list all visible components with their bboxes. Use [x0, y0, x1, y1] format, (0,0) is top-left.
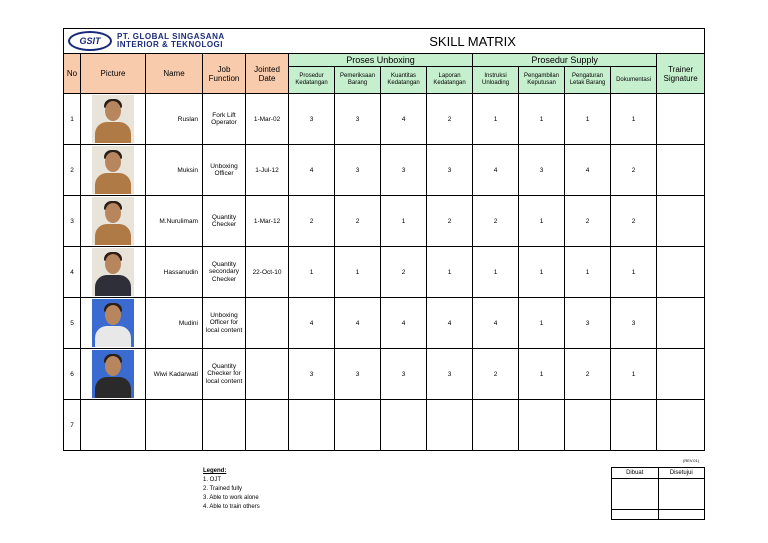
trainer-signature-cell [657, 298, 705, 349]
skill-score: 2 [565, 196, 611, 247]
table-row [64, 349, 705, 400]
employee-joined-date [246, 298, 289, 349]
employee-job-function: Unboxing Officer for local content [203, 298, 246, 349]
skill-score: 1 [381, 196, 427, 247]
group-header-unboxing: Proses Unboxing [289, 54, 473, 67]
legend-title: Legend: [203, 468, 227, 474]
skill-score [611, 400, 657, 451]
skill-score: 3 [289, 349, 335, 400]
employee-joined-date: 1-Mar-12 [246, 196, 289, 247]
signoff-made-by-name [612, 510, 659, 520]
company-brand [64, 29, 289, 54]
table-row [64, 247, 705, 298]
skill-score: 1 [565, 94, 611, 145]
skill-score: 1 [519, 247, 565, 298]
table-row [64, 400, 705, 451]
skill-header: Pemeriksaan Barang [335, 67, 381, 94]
skill-score [565, 400, 611, 451]
trainer-signature-cell [657, 196, 705, 247]
skill-score: 1 [519, 94, 565, 145]
signoff-approved-by-name [658, 510, 705, 520]
skill-score: 4 [473, 298, 519, 349]
skill-score: 4 [381, 94, 427, 145]
employee-photo-cell [81, 247, 146, 298]
skill-score [381, 400, 427, 451]
employee-name [146, 400, 203, 451]
skill-score: 3 [519, 145, 565, 196]
page-title: SKILL MATRIX [289, 29, 657, 54]
skill-score: 1 [427, 247, 473, 298]
col-header-name: Name [146, 54, 203, 94]
employee-name: Wiwi Kadarwati [146, 349, 203, 400]
employee-job-function: Quantity secondary Checker [203, 247, 246, 298]
trainer-signature-cell [657, 145, 705, 196]
skill-header: Dokumentasi [611, 67, 657, 94]
col-header-picture: Picture [81, 54, 146, 94]
skill-score: 3 [335, 145, 381, 196]
legend-item: 2. Trained fully [203, 486, 243, 492]
table-row [64, 196, 705, 247]
skill-score: 1 [335, 247, 381, 298]
legend [203, 467, 260, 512]
skill-score: 1 [565, 247, 611, 298]
skill-header: Prosedur Kedatangan [289, 67, 335, 94]
skill-header: Pengaturan Letak Barang [565, 67, 611, 94]
employee-joined-date: 22-Oct-10 [246, 247, 289, 298]
signoff-table [611, 467, 705, 520]
skill-score: 2 [473, 349, 519, 400]
skill-score [289, 400, 335, 451]
skill-score: 2 [611, 145, 657, 196]
skill-score: 1 [611, 349, 657, 400]
signoff-made-by-label: Dibuat [612, 468, 659, 479]
skill-score: 2 [611, 196, 657, 247]
skill-score: 4 [473, 145, 519, 196]
table-row [64, 298, 705, 349]
company-name-line2: INTERIOR & TEKNOLOGI [117, 40, 223, 49]
skill-score: 1 [519, 349, 565, 400]
company-name-line1: PT. GLOBAL SINGASANA [117, 32, 225, 41]
employee-photo-cell [81, 196, 146, 247]
skill-score [473, 400, 519, 451]
legend-item: 4. Able to train others [203, 504, 260, 510]
skill-score [427, 400, 473, 451]
trainer-signature-cell [657, 247, 705, 298]
revision-label: (REV.01) [683, 458, 700, 463]
employee-photo-cell [81, 298, 146, 349]
skill-score: 3 [611, 298, 657, 349]
skill-score: 2 [565, 349, 611, 400]
employee-joined-date: 1-Jul-12 [246, 145, 289, 196]
skill-score: 4 [335, 298, 381, 349]
employee-job-function: Unboxing Officer [203, 145, 246, 196]
skill-score: 4 [381, 298, 427, 349]
row-no: 5 [64, 298, 81, 349]
employee-photo-cell [81, 349, 146, 400]
skill-header: Laporan Kedatangan [427, 67, 473, 94]
trainer-signature-cell [657, 94, 705, 145]
employee-photo [92, 95, 134, 143]
employee-job-function [203, 400, 246, 451]
legend-item: 1. OJT [203, 477, 222, 483]
skill-score: 1 [519, 298, 565, 349]
skill-score: 2 [335, 196, 381, 247]
row-no: 4 [64, 247, 81, 298]
employee-photo [92, 350, 134, 398]
signoff-made-by-box [612, 479, 659, 510]
skill-score: 1 [611, 94, 657, 145]
legend-item: 3. Able to work alone [203, 495, 259, 501]
employee-joined-date: 1-Mar-02 [246, 94, 289, 145]
skill-score: 2 [427, 94, 473, 145]
skill-score: 1 [473, 247, 519, 298]
row-no: 2 [64, 145, 81, 196]
employee-name: M.Nurulimam [146, 196, 203, 247]
employee-joined-date [246, 349, 289, 400]
signoff-approved-by-label: Disetujui [658, 468, 705, 479]
col-header-job-function: Job Function [203, 54, 246, 94]
skill-score: 3 [565, 298, 611, 349]
skill-score: 2 [289, 196, 335, 247]
skill-score: 1 [473, 94, 519, 145]
row-no: 7 [64, 400, 81, 451]
skill-score: 2 [381, 247, 427, 298]
table-row [64, 145, 705, 196]
employee-photo-cell [81, 400, 146, 451]
company-logo: GSIT [68, 31, 112, 51]
skill-header: Kuantitas Kedatangan [381, 67, 427, 94]
skill-score: 4 [289, 145, 335, 196]
employee-job-function: Quantity Checker [203, 196, 246, 247]
skill-score: 4 [427, 298, 473, 349]
row-no: 6 [64, 349, 81, 400]
col-header-trainer-signature: Trainer Signature [657, 54, 705, 94]
skill-score: 2 [427, 196, 473, 247]
employee-name: Hassanudin [146, 247, 203, 298]
skill-matrix-table [63, 28, 705, 451]
header-blank-cell [657, 29, 705, 54]
employee-name: Muksin [146, 145, 203, 196]
skill-score: 3 [381, 349, 427, 400]
table-row [64, 94, 705, 145]
employee-rows [64, 94, 705, 451]
row-no: 3 [64, 196, 81, 247]
trainer-signature-cell [657, 349, 705, 400]
skill-score: 3 [289, 94, 335, 145]
employee-joined-date [246, 400, 289, 451]
skill-score: 3 [427, 145, 473, 196]
employee-name: Ruslan [146, 94, 203, 145]
group-header-supply: Prosedur Supply [473, 54, 657, 67]
skill-score: 1 [289, 247, 335, 298]
row-no: 1 [64, 94, 81, 145]
skill-header: Instruksi Unloading [473, 67, 519, 94]
skill-score: 4 [565, 145, 611, 196]
employee-photo [92, 299, 134, 347]
skill-score: 1 [611, 247, 657, 298]
employee-job-function: Fork Lift Operator [203, 94, 246, 145]
skill-score: 1 [519, 196, 565, 247]
trainer-signature-cell [657, 400, 705, 451]
employee-photo [92, 197, 134, 245]
skill-score: 3 [335, 94, 381, 145]
employee-photo-cell [81, 145, 146, 196]
skill-score: 3 [427, 349, 473, 400]
signoff-approved-by-box [658, 479, 705, 510]
employee-photo [92, 248, 134, 296]
employee-name: Mudini [146, 298, 203, 349]
col-header-no: No [64, 54, 81, 94]
employee-photo-cell [81, 94, 146, 145]
employee-photo [92, 146, 134, 194]
skill-score: 3 [335, 349, 381, 400]
skill-score [335, 400, 381, 451]
skill-score: 2 [473, 196, 519, 247]
skill-score: 3 [381, 145, 427, 196]
col-header-joined-date: Jointed Date [246, 54, 289, 94]
skill-matrix-sheet [63, 28, 704, 458]
skill-header: Pengambilan Keputusan [519, 67, 565, 94]
employee-job-function: Quantity Checker for local content [203, 349, 246, 400]
skill-score [519, 400, 565, 451]
skill-score: 4 [289, 298, 335, 349]
